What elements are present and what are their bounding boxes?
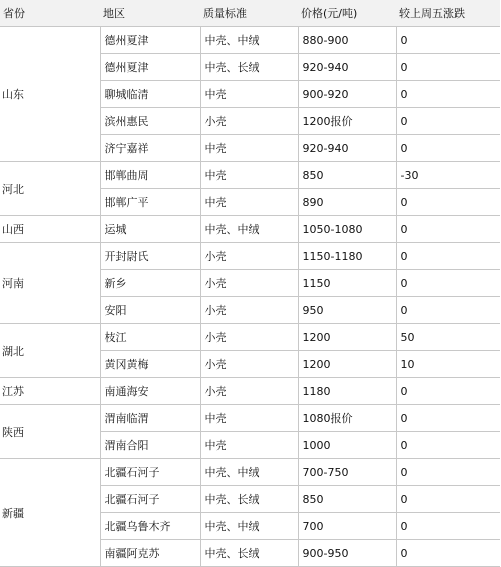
price-cell: 900-920 bbox=[298, 81, 396, 108]
table-row bbox=[0, 459, 500, 486]
table-row bbox=[0, 216, 500, 243]
change-cell: 10 bbox=[396, 351, 500, 378]
table-row bbox=[0, 324, 500, 351]
price-cell: 890 bbox=[298, 189, 396, 216]
quality-cell: 中壳 bbox=[200, 162, 298, 189]
change-cell: 0 bbox=[396, 81, 500, 108]
header-region: 地区 bbox=[100, 0, 200, 27]
price-cell: 1200 bbox=[298, 324, 396, 351]
price-cell: 880-900 bbox=[298, 27, 396, 54]
quality-cell: 小壳 bbox=[200, 108, 298, 135]
region-cell: 邯郸广平 bbox=[100, 189, 200, 216]
change-cell: 0 bbox=[396, 54, 500, 81]
price-cell: 1150-1180 bbox=[298, 243, 396, 270]
table-row bbox=[0, 162, 500, 189]
table-row bbox=[0, 405, 500, 432]
price-cell: 920-940 bbox=[298, 54, 396, 81]
change-cell: 0 bbox=[396, 108, 500, 135]
region-cell: 渭南合阳 bbox=[100, 432, 200, 459]
region-cell: 德州夏津 bbox=[100, 27, 200, 54]
province-cell: 江苏 bbox=[0, 378, 100, 405]
change-cell: 0 bbox=[396, 486, 500, 513]
price-cell: 1080报价 bbox=[298, 405, 396, 432]
price-cell: 850 bbox=[298, 486, 396, 513]
price-cell: 700-750 bbox=[298, 459, 396, 486]
table-row bbox=[0, 243, 500, 270]
change-cell: 0 bbox=[396, 216, 500, 243]
region-cell: 邯郸曲周 bbox=[100, 162, 200, 189]
region-cell: 枝江 bbox=[100, 324, 200, 351]
quality-cell: 小壳 bbox=[200, 351, 298, 378]
header-row bbox=[0, 0, 500, 27]
quality-cell: 小壳 bbox=[200, 243, 298, 270]
change-cell: 0 bbox=[396, 135, 500, 162]
change-cell: 0 bbox=[396, 513, 500, 540]
region-cell: 聊城临清 bbox=[100, 81, 200, 108]
quality-cell: 中壳、中绒 bbox=[200, 513, 298, 540]
region-cell: 北疆石河子 bbox=[100, 486, 200, 513]
price-cell: 700 bbox=[298, 513, 396, 540]
region-cell: 开封尉氏 bbox=[100, 243, 200, 270]
header-change: 较上周五涨跌 bbox=[396, 0, 500, 27]
change-cell: 0 bbox=[396, 270, 500, 297]
region-cell: 运城 bbox=[100, 216, 200, 243]
change-cell: 0 bbox=[396, 243, 500, 270]
price-cell: 900-950 bbox=[298, 540, 396, 567]
province-cell: 河南 bbox=[0, 243, 100, 324]
region-cell: 安阳 bbox=[100, 297, 200, 324]
price-cell: 1000 bbox=[298, 432, 396, 459]
table-row bbox=[0, 378, 500, 405]
price-cell: 1150 bbox=[298, 270, 396, 297]
quality-cell: 小壳 bbox=[200, 378, 298, 405]
quality-cell: 中壳 bbox=[200, 81, 298, 108]
price-cell: 1200 bbox=[298, 351, 396, 378]
change-cell: 0 bbox=[396, 405, 500, 432]
header-quality: 质量标准 bbox=[200, 0, 298, 27]
quality-cell: 中壳 bbox=[200, 405, 298, 432]
quality-cell: 小壳 bbox=[200, 270, 298, 297]
change-cell: 0 bbox=[396, 459, 500, 486]
region-cell: 南通海安 bbox=[100, 378, 200, 405]
region-cell: 北疆乌鲁木齐 bbox=[100, 513, 200, 540]
region-cell: 南疆阿克苏 bbox=[100, 540, 200, 567]
region-cell: 滨州惠民 bbox=[100, 108, 200, 135]
region-cell: 渭南临渭 bbox=[100, 405, 200, 432]
province-cell: 河北 bbox=[0, 162, 100, 216]
quality-cell: 中壳、长绒 bbox=[200, 54, 298, 81]
change-cell: 0 bbox=[396, 432, 500, 459]
change-cell: 0 bbox=[396, 27, 500, 54]
region-cell: 新乡 bbox=[100, 270, 200, 297]
price-cell: 850 bbox=[298, 162, 396, 189]
change-cell: 0 bbox=[396, 540, 500, 567]
quality-cell: 中壳 bbox=[200, 432, 298, 459]
header-province: 省份 bbox=[0, 0, 100, 27]
province-cell: 陕西 bbox=[0, 405, 100, 459]
price-cell: 1200报价 bbox=[298, 108, 396, 135]
region-cell: 黄冈黄梅 bbox=[100, 351, 200, 378]
price-cell: 1050-1080 bbox=[298, 216, 396, 243]
province-cell: 新疆 bbox=[0, 459, 100, 567]
quality-cell: 中壳、中绒 bbox=[200, 27, 298, 54]
region-cell: 德州夏津 bbox=[100, 54, 200, 81]
quality-cell: 中壳 bbox=[200, 189, 298, 216]
quality-cell: 小壳 bbox=[200, 297, 298, 324]
price-cell: 1180 bbox=[298, 378, 396, 405]
price-cell: 950 bbox=[298, 297, 396, 324]
quality-cell: 中壳、长绒 bbox=[200, 486, 298, 513]
table-row bbox=[0, 27, 500, 54]
header-price: 价格(元/吨) bbox=[298, 0, 396, 27]
province-cell: 山东 bbox=[0, 27, 100, 162]
quality-cell: 中壳 bbox=[200, 135, 298, 162]
province-cell: 山西 bbox=[0, 216, 100, 243]
quality-cell: 中壳、长绒 bbox=[200, 540, 298, 567]
change-cell: 0 bbox=[396, 189, 500, 216]
region-cell: 济宁嘉祥 bbox=[100, 135, 200, 162]
quality-cell: 中壳、中绒 bbox=[200, 216, 298, 243]
table-body bbox=[0, 27, 500, 567]
change-cell: 0 bbox=[396, 297, 500, 324]
province-cell: 湖北 bbox=[0, 324, 100, 378]
change-cell: -30 bbox=[396, 162, 500, 189]
change-cell: 50 bbox=[396, 324, 500, 351]
quality-cell: 中壳、中绒 bbox=[200, 459, 298, 486]
price-cell: 920-940 bbox=[298, 135, 396, 162]
quality-cell: 小壳 bbox=[200, 324, 298, 351]
change-cell: 0 bbox=[396, 378, 500, 405]
region-cell: 北疆石河子 bbox=[100, 459, 200, 486]
